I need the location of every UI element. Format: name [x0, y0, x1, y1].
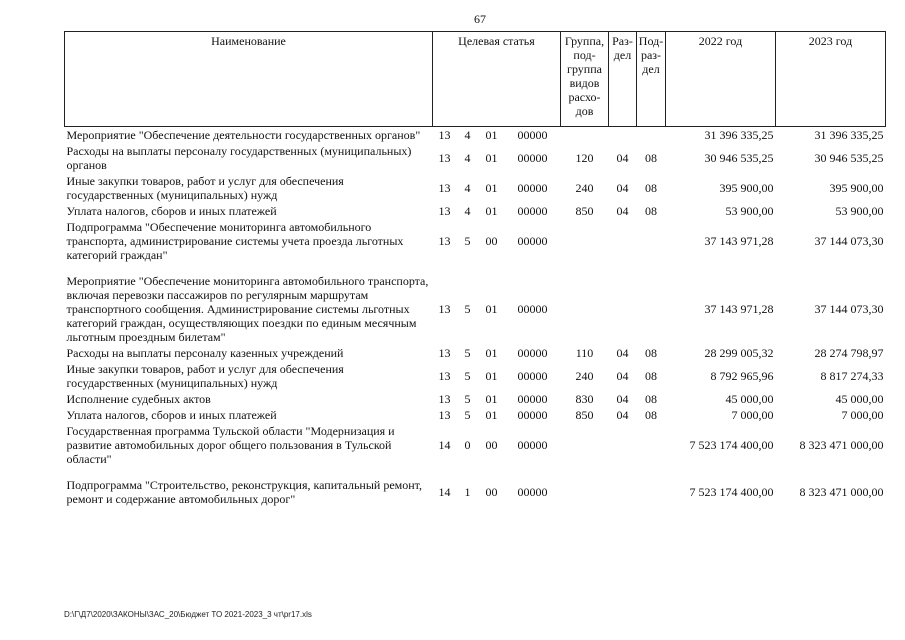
table-row — [65, 361, 886, 391]
row-name: Государственная программа Тульской области "Модернизация и развитие автомобильных дорог общего пользования в Тульской области" — [66, 424, 395, 466]
subsection-code: 08 — [645, 151, 657, 165]
table-row — [65, 273, 886, 345]
section-code: 04 — [616, 151, 629, 165]
amount-2023: 30 946 535,25 — [814, 151, 884, 165]
amount-2023: 53 900,00 — [835, 204, 884, 218]
header-group — [561, 32, 609, 127]
target-code-3: 01 — [485, 392, 498, 406]
expense-group — [561, 219, 609, 263]
header-subsection — [637, 32, 666, 127]
target-code-4: 00000 — [517, 485, 548, 499]
expense-group: 110 — [575, 346, 594, 360]
subsection-code: 08 — [645, 181, 657, 195]
header-group-line: дов — [575, 104, 594, 118]
target-code-4: 00000 — [517, 369, 548, 383]
target-code-2: 4 — [464, 128, 471, 142]
header-year-2023: 2023 год — [776, 32, 886, 127]
target-code-3: 01 — [485, 151, 498, 165]
expense-group — [561, 423, 609, 467]
target-code-1: 13 — [438, 392, 451, 406]
header-subsection-line: раз- — [640, 48, 662, 62]
header-group-line: под- — [573, 48, 596, 62]
target-code-2: 4 — [464, 204, 471, 218]
target-code-3: 01 — [485, 346, 498, 360]
header-subsection-line: дел — [642, 62, 660, 76]
amount-2022: 8 792 965,96 — [710, 369, 774, 383]
header-name: Наименование — [65, 32, 433, 127]
amount-2022: 37 143 971,28 — [704, 302, 774, 316]
expense-group: 850 — [575, 204, 594, 218]
target-code-2: 4 — [464, 181, 471, 195]
target-code-4: 00000 — [517, 151, 548, 165]
row-name: Иные закупки товаров, работ и услуг для обеспечения государственных (муниципальных) нужд — [66, 174, 344, 202]
expense-group: 240 — [575, 181, 594, 195]
section-code — [609, 273, 637, 345]
target-code-1: 13 — [438, 128, 451, 142]
target-code-2: 5 — [464, 369, 471, 383]
row-name: Подпрограмма "Обеспечение мониторинга автомобильного транспорта, администрирование системы учета проезда льготных категорий граждан" — [66, 220, 404, 262]
header-section-line: Раз- — [612, 34, 633, 48]
section-code: 04 — [616, 204, 629, 218]
target-code-2: 4 — [464, 151, 471, 165]
amount-2022: 28 299 005,32 — [704, 346, 774, 360]
table-header-row — [65, 32, 886, 127]
amount-2022: 30 946 535,25 — [704, 151, 774, 165]
target-code-3: 00 — [485, 234, 498, 248]
target-code-2: 5 — [464, 302, 471, 316]
target-code-1: 13 — [438, 181, 451, 195]
target-code-3: 01 — [485, 369, 498, 383]
amount-2023: 8 817 274,33 — [820, 369, 884, 383]
subsection-code: 08 — [645, 346, 657, 360]
amount-2022: 45 000,00 — [725, 392, 774, 406]
expense-group — [561, 273, 609, 345]
table-row — [65, 423, 886, 467]
target-code-1: 13 — [438, 346, 451, 360]
amount-2022: 7 523 174 400,00 — [689, 485, 774, 499]
row-spacer — [65, 263, 886, 273]
target-code-4: 00000 — [517, 128, 548, 142]
amount-2023: 31 396 335,25 — [814, 128, 884, 142]
amount-2023: 8 323 471 000,00 — [799, 485, 884, 499]
row-name: Уплата налогов, сборов и иных платежей — [66, 204, 277, 218]
row-spacer-cell — [65, 467, 886, 477]
table-row — [65, 219, 886, 263]
target-code-1: 14 — [438, 438, 451, 452]
amount-2023: 37 144 073,30 — [814, 234, 884, 248]
target-code-4: 00000 — [517, 408, 548, 422]
section-code: 04 — [616, 408, 629, 422]
amount-2022: 31 396 335,25 — [704, 128, 774, 142]
subsection-code: 08 — [645, 369, 657, 383]
section-code — [609, 127, 637, 144]
expense-group — [561, 477, 609, 507]
target-code-3: 01 — [485, 408, 498, 422]
subsection-code — [637, 219, 666, 263]
amount-2023: 45 000,00 — [835, 392, 884, 406]
amount-2023: 8 323 471 000,00 — [799, 438, 884, 452]
expense-group: 120 — [575, 151, 594, 165]
target-code-4: 00000 — [517, 346, 548, 360]
target-code-2: 0 — [464, 438, 471, 452]
target-code-4: 00000 — [517, 392, 548, 406]
amount-2023: 395 900,00 — [829, 181, 884, 195]
row-name: Расходы на выплаты персоналу казенных учреждений — [66, 346, 344, 360]
section-code: 04 — [616, 392, 629, 406]
target-code-2: 5 — [464, 234, 471, 248]
subsection-code — [637, 127, 666, 144]
section-code — [609, 423, 637, 467]
amount-2023: 7 000,00 — [841, 408, 884, 422]
table-row — [65, 477, 886, 507]
subsection-code: 08 — [645, 408, 657, 422]
row-name: Расходы на выплаты персоналу государственных (муниципальных) органов — [66, 144, 412, 172]
table-row — [65, 203, 886, 219]
header-year-2022: 2022 год — [666, 32, 776, 127]
target-code-1: 13 — [438, 369, 451, 383]
table-row — [65, 391, 886, 407]
section-code — [609, 219, 637, 263]
table-row — [65, 143, 886, 173]
section-code: 04 — [616, 369, 629, 383]
subsection-code: 08 — [645, 392, 657, 406]
row-name: Иные закупки товаров, работ и услуг для обеспечения государственных (муниципальных) нужд — [66, 362, 344, 390]
row-name: Уплата налогов, сборов и иных платежей — [66, 408, 277, 422]
subsection-code — [637, 477, 666, 507]
row-name: Мероприятие "Обеспечение деятельности государственных органов" — [66, 128, 421, 142]
target-code-3: 00 — [485, 485, 498, 499]
file-path-footer: D:\Г\Д7\2020\ЗАКОНЫ\ЗАС_20\Бюджет ТО 2021-2023_3 чт\pr17.xls — [64, 610, 312, 619]
page-number: 67 — [474, 12, 486, 26]
table-row — [65, 173, 886, 203]
target-code-4: 00000 — [517, 302, 548, 316]
amount-2022: 53 900,00 — [725, 204, 774, 218]
amount-2022: 7 523 174 400,00 — [689, 438, 774, 452]
target-code-1: 14 — [438, 485, 451, 499]
header-section-line: дел — [613, 48, 632, 62]
target-code-4: 00000 — [517, 204, 548, 218]
row-name: Подпрограмма "Строительство, реконструкция, капитальный ремонт, ремонт и содержание автомобильных дорог" — [66, 478, 423, 506]
table-row — [65, 127, 886, 144]
section-code: 04 — [616, 181, 629, 195]
row-spacer-cell — [65, 263, 886, 273]
expense-group: 830 — [575, 392, 594, 406]
table-row — [65, 345, 886, 361]
table-row — [65, 407, 886, 423]
expense-group: 240 — [575, 369, 594, 383]
header-group-line: группа — [567, 62, 602, 76]
amount-2023: 28 274 798,97 — [814, 346, 884, 360]
target-code-4: 00000 — [517, 234, 548, 248]
target-code-3: 01 — [485, 181, 498, 195]
expense-group — [561, 127, 609, 144]
subsection-code — [637, 423, 666, 467]
target-code-3: 01 — [485, 302, 498, 316]
row-name: Исполнение судебных актов — [66, 392, 211, 406]
target-code-2: 5 — [464, 346, 471, 360]
target-code-1: 13 — [438, 204, 451, 218]
target-code-1: 13 — [438, 234, 451, 248]
row-spacer — [65, 467, 886, 477]
target-code-4: 00000 — [517, 438, 548, 452]
section-code — [609, 477, 637, 507]
amount-2023: 37 144 073,30 — [814, 302, 884, 316]
amount-2022: 395 900,00 — [719, 181, 774, 195]
header-group-line: расхо- — [568, 90, 601, 104]
target-code-4: 00000 — [517, 181, 548, 195]
row-name: Мероприятие "Обеспечение мониторинга автомобильного транспорта, включая перевозки пассажиров по регулярным маршрутам транспортного сообщения. Администрирование системы льготных категорий граждан, осуществляющих поездки по единым месячным льготным проездным билетам" — [66, 274, 429, 344]
subsection-code: 08 — [645, 204, 657, 218]
section-code: 04 — [616, 346, 629, 360]
target-code-2: 5 — [464, 392, 471, 406]
header-group-line: Группа, — [564, 34, 605, 48]
budget-table — [64, 31, 886, 507]
target-code-1: 13 — [438, 302, 451, 316]
expense-group: 850 — [575, 408, 594, 422]
target-code-3: 01 — [485, 204, 498, 218]
target-code-3: 00 — [485, 438, 498, 452]
header-subsection-line: Под- — [638, 34, 664, 48]
header-target-article: Целевая статья — [433, 32, 561, 127]
target-code-1: 13 — [438, 408, 451, 422]
header-section — [609, 32, 637, 127]
amount-2022: 37 143 971,28 — [704, 234, 774, 248]
header-group-line: видов — [569, 76, 600, 90]
target-code-1: 13 — [438, 151, 451, 165]
target-code-2: 1 — [464, 485, 471, 499]
subsection-code — [637, 273, 666, 345]
target-code-2: 5 — [464, 408, 471, 422]
target-code-3: 01 — [485, 128, 498, 142]
amount-2022: 7 000,00 — [731, 408, 774, 422]
